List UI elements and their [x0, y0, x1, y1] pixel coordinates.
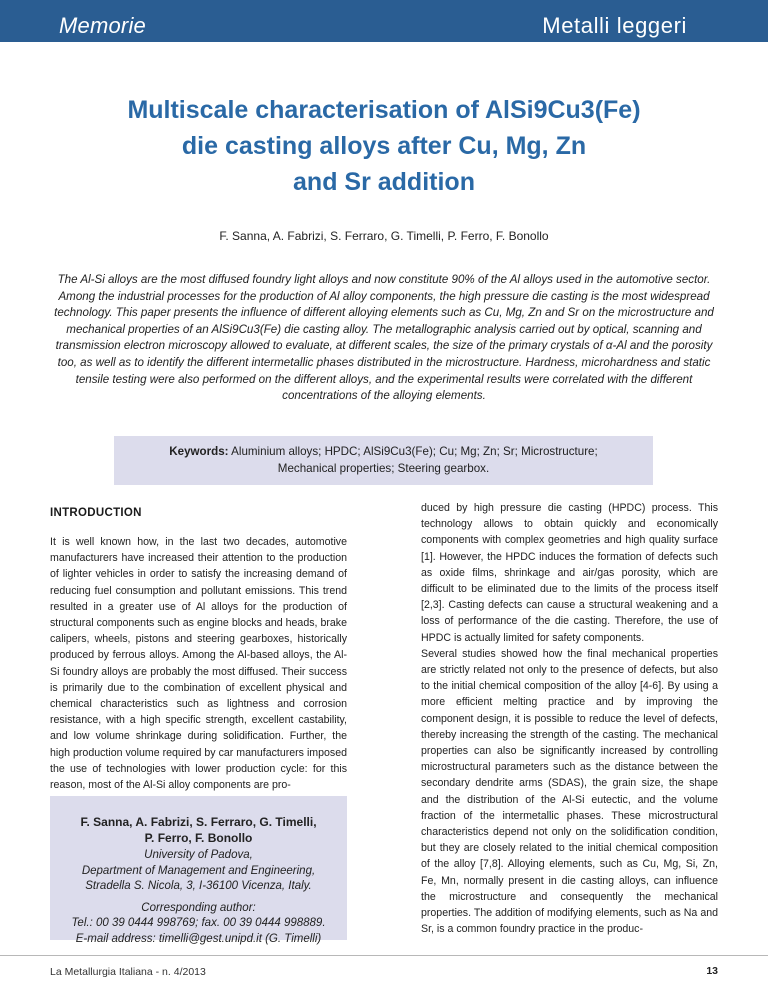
- title-line: die casting alloys after Cu, Mg, Zn: [181, 132, 587, 160]
- affiliation-line: University of Padova,: [144, 849, 253, 861]
- contact-phone: Tel.: 00 39 0444 998769; fax. 00 39 0444 998889.: [71, 917, 326, 929]
- intro-paragraph: duced by high pressure die casting (HPDC) process. This technology allows to obtain quickly and economically components with complex geometries and high quality surface [1]. However, the HPDC induces the formation of defects such as oxide films, shrinkage and air/gas porosity, which are difficult to be eliminated due to the limits of the process itself [2,3]. Casting defects can cause a structural weakening and a loss of performance of the die casting. Therefore, the use of HPDC is actually limited for safety components.: [421, 502, 718, 644]
- keywords-box: [114, 436, 653, 485]
- intro-paragraph: It is well known how, in the last two decades, automotive manufacturers have increased their attention to the production of lighter vehicles in order to satisfy the increasing demand of reducing fuel consumption and pollutant emissions. This trend resulted in a greater use of Al alloys for the production of structural components such as engine blocks and heads, brake calipers, wheels, pistons and steering gearboxes, historically produced by ferrous alloys. Among the Al-based alloys, the Al-Si foundry alloys are probably the most diffused. Their success is primarily due to the combination of excellent physical and chemical characteristics such as lightness and corrosion resistance, with a high specific strength, excellent castability, and low volume shrinkage during solidification. Further, the high production volume required by car manufacturers imposed the use of technologies with lower production cycle: for this reason, most of the Al-Si alloy components are pro-: [50, 536, 347, 792]
- article-title: [40, 92, 728, 200]
- contact-email: E-mail address: timelli@gest.unipd.it (G. Timelli): [75, 932, 322, 945]
- corresponding-label: Corresponding author:: [141, 901, 256, 914]
- affiliation-line: Stradella S. Nicola, 3, I-36100 Vicenza, Italy.: [85, 880, 312, 892]
- keywords-line: Mechanical properties; Steering gearbox.: [277, 461, 490, 475]
- author-names-line: F. Sanna, A. Fabrizi, S. Ferraro, G. Timelli,: [80, 815, 317, 829]
- left-column: [50, 507, 347, 793]
- header-band: [0, 0, 768, 42]
- keywords-line: Aluminium alloys; HPDC; AlSi9Cu3(Fe); Cu; Mg; Zn; Sr; Microstructure;: [231, 445, 598, 458]
- author-names-line: P. Ferro, F. Bonollo: [144, 831, 253, 845]
- right-column: [421, 500, 718, 937]
- section-label: Memorie: [59, 13, 146, 38]
- author-list: F. Sanna, A. Fabrizi, S. Ferraro, G. Timelli, P. Ferro, F. Bonollo: [219, 229, 549, 243]
- author-names: [50, 814, 347, 846]
- page-number: 13: [706, 965, 718, 977]
- abstract: The Al-Si alloys are the most diffused foundry light alloys and now constitute 90% of the Al alloys used in the automotive sector. Among the industrial processes for the production of Al alloy components, the high pressure die casting is the most widespread technology. This paper presents the influence of different alloying elements such as Cu, Mg, Zn and Sr on the microstructure and mechanical properties of an AlSi9Cu3(Fe) die casting alloy. The metallographic analysis carried out by optical, scanning and transmission electron microscopy allowed to evaluate, at different scales, the size of the primary crystals of α-Al and the porosity too, as well as to identify the different intermetallic phases distributed in the microstructure. Hardness, microhardness and static tensile testing were also performed on the different alloys, and the experimental results were correlated with the different concentrations of the alloying elements.: [54, 273, 714, 403]
- topic-label: Metalli leggeri: [542, 13, 687, 38]
- journal-citation: La Metallurgia Italiana - n. 4/2013: [50, 966, 206, 978]
- section-heading: INTRODUCTION: [50, 507, 142, 519]
- intro-paragraph: Several studies showed how the final mechanical properties are strictly related not only to the presence of defects, but also to the initial chemical composition of the alloy [4-6]. By using a more efficient melting practice and by improving the component design, it is possible to reduce the level of defects, thereby increasing the strength of the casting. The mechanical properties can also be significantly increased by controlling microstructural parameters such as the distance between the secondary dendrite arms (SDAS), the grain size, the shape and the distribution of the Al-Si eutectic, and the volume fraction of the intermetallic phases. These microstructural characteristics depend not only on the solidification condition, but they are closely related to the initial chemical composition of the alloy [7,8]. Alloying elements, such as Cu, Mg, Si, Zn, Fe, Mn, normally present in die casting alloys, can influence the microstructure and consequently the mechanical properties. The addition of modifying elements, such as Na and Sr, is a common foundry practice in the produc-: [421, 647, 718, 936]
- title-line: Multiscale characterisation of AlSi9Cu3(Fe): [127, 96, 641, 124]
- affiliation-line: Department of Management and Engineering,: [81, 864, 316, 877]
- title-line: and Sr addition: [293, 168, 475, 196]
- author-info-box: [50, 796, 347, 945]
- keywords-label: Keywords:: [169, 445, 229, 458]
- footer-divider: [0, 955, 768, 956]
